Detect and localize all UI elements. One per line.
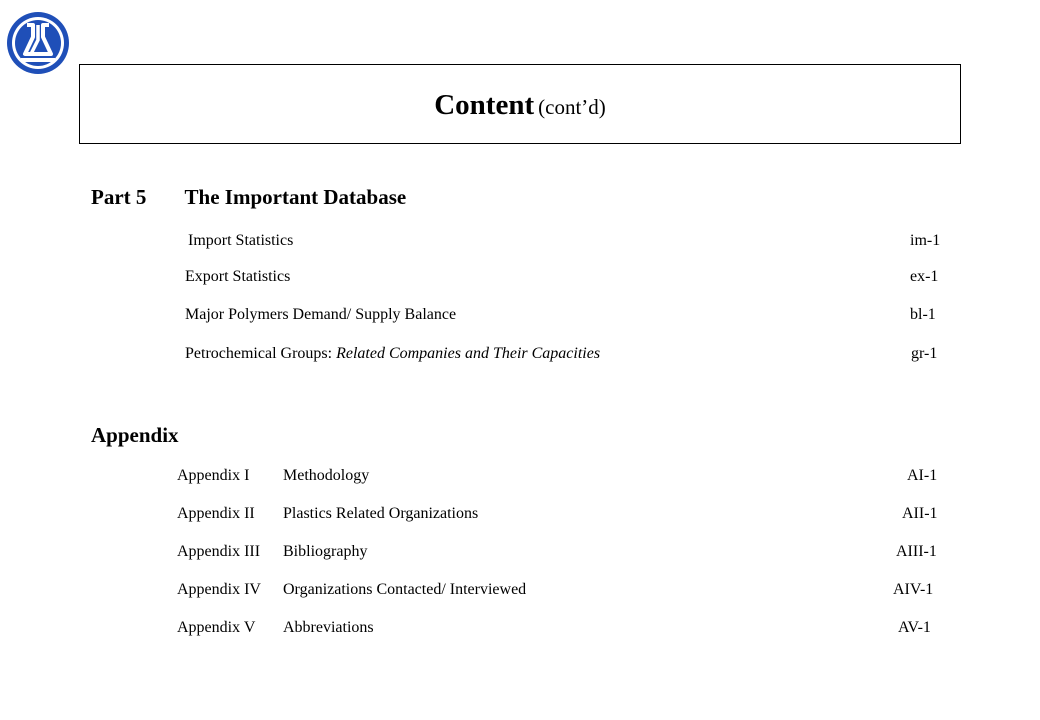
appendix-entry-page: AII-1 xyxy=(902,505,938,522)
appendix-entry-title: Abbreviations xyxy=(283,619,374,636)
appendix-entry-page: AIII-1 xyxy=(896,543,937,560)
title-subtitle: (cont’d) xyxy=(538,95,606,119)
toc-entry-page: ex-1 xyxy=(910,268,939,285)
appendix-entry-page: AV-1 xyxy=(898,619,931,636)
appendix-entry-page: AIV-1 xyxy=(893,581,934,598)
part5-title: The Important Database xyxy=(184,185,407,209)
title-box xyxy=(79,64,961,144)
appendix-heading: Appendix xyxy=(91,423,179,447)
appendix-entry-key: Appendix II xyxy=(177,505,255,522)
appendix-entry[interactable] xyxy=(177,504,947,524)
toc-entry[interactable] xyxy=(188,231,948,251)
toc-entry-label: Major Polymers Demand/ Supply Balance xyxy=(185,306,457,323)
toc-entry-label: Import Statistics xyxy=(188,232,294,249)
toc-entry[interactable] xyxy=(185,267,945,287)
appendix-entry-title: Methodology xyxy=(283,467,370,484)
appendix-entry[interactable] xyxy=(177,466,947,486)
toc-entry-page: bl-1 xyxy=(910,306,936,323)
appendix-entry-title: Organizations Contacted/ Interviewed xyxy=(283,581,527,598)
toc-entry-label: Export Statistics xyxy=(185,268,291,285)
part5-heading xyxy=(91,185,406,210)
appendix-entry-title: Plastics Related Organizations xyxy=(283,505,479,522)
appendix-entry[interactable] xyxy=(177,618,947,638)
toc-entry-page: im-1 xyxy=(910,232,941,249)
toc-entry[interactable] xyxy=(185,344,945,364)
toc-entry-label-italic: Related Companies and Their Capacities xyxy=(336,345,601,362)
toc-entry-label-plain: Petrochemical Groups: xyxy=(185,345,337,362)
appendix-entry-key: Appendix I xyxy=(177,467,250,484)
appendix-entry-key: Appendix V xyxy=(177,619,256,636)
part5-number: Part 5 xyxy=(91,185,147,209)
toc-entry-label xyxy=(185,344,600,364)
toc-entry-page: gr-1 xyxy=(911,345,938,362)
appendix-entry-key: Appendix IV xyxy=(177,581,261,598)
appendix-entry-page: AI-1 xyxy=(907,467,938,484)
appendix-entry-key: Appendix III xyxy=(177,543,261,560)
appendix-entry-title: Bibliography xyxy=(283,543,368,560)
toc-entry[interactable] xyxy=(185,305,945,325)
title-main: Content xyxy=(434,89,535,121)
organization-logo-icon xyxy=(5,10,71,76)
appendix-entry[interactable] xyxy=(177,542,947,562)
page-title xyxy=(80,89,960,122)
appendix-entry[interactable] xyxy=(177,580,947,600)
